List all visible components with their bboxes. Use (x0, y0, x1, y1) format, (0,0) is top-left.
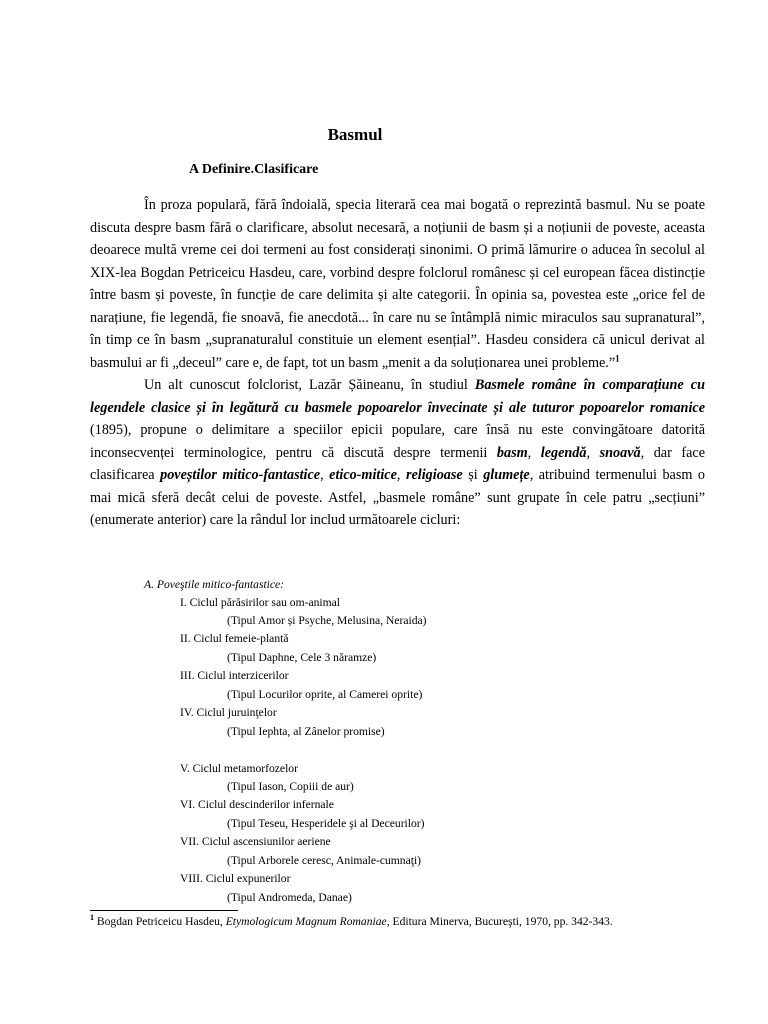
footnote-work: Etymologicum Magnum Romaniae (225, 915, 387, 928)
paragraph-2-text: , (586, 444, 600, 461)
paragraph-1 (90, 194, 705, 374)
list-item-note: (Tipul Teseu, Hesperidele şi al Deceurilor) (227, 817, 425, 830)
term-religioase: religioase (405, 467, 463, 483)
list-item-label: II. Ciclul femeie-plantă (180, 632, 289, 645)
footnote-author: Bogdan Petriceicu Hasdeu, (94, 915, 226, 928)
term-basm: basm (496, 444, 528, 461)
paragraph-2-text: , dar face clasificarea (90, 444, 705, 483)
list-item-label: III. Ciclul interzicerilor (180, 669, 289, 682)
study-title: Basmele române în comparațiune cu legendele clasice și în legătură cu basmele popoarelor învecinate și ale tuturor popoarelor romanice (90, 377, 705, 416)
list-item-note: (Tipul Arborele ceresc, Animale-cumnaţi) (227, 854, 422, 867)
paragraph-1-text: În proza populară, fără îndoială, specia literară cea mai bogată o reprezintă basmul. Nu se poate discuta despre basm fără o clarificare, absolut necesară, a noțiunii de basm și a noțiunii de poveste, aceasta deoarece multă vreme cei doi termeni au fost considerați sinonimi. O primă lămurire o aducea în secolul al XIX-lea Bogdan Petriceicu Hasdeu, care, vorbind despre folclorul românesc și cel european făcea distincție între basm și poveste, în funcție de care delimita și alte categorii. În opinia sa, povestea este „orice fel de narațiune, fie legendă, fie snoavă, fie anecdotă... în care nu se întâmplă nimic miraculos sau supranatural”, în timp ce în basm „supranaturalul constituie un element esențial”. Hasdeu considera că unicul derivat al basmului ar fi „deceul” care e, de fapt, tot un basm „menit a da soluționarea unei probleme.” (90, 197, 705, 371)
term-legenda: legendă (540, 444, 587, 461)
page-title: Basmul (327, 125, 383, 144)
list-item-label: VIII. Ciclul expunerilor (180, 872, 291, 885)
paragraph-2-text: Un alt cunoscut folclorist, Lazăr Șăineanu, în studiul (144, 377, 475, 393)
list-item-label: V. Ciclul metamorfozelor (180, 762, 298, 775)
paragraph-2-text: , atribuind termenului basm o mai mică sferă decât celui de poveste. Astfel, „basmele române” sunt grupate în cele patru „secțiuni” (enumerate anterior) care la rândul lor includ următoarele cicluri: (90, 467, 706, 528)
list-item-note: (Tipul Iephta, al Zânelor promise) (227, 725, 385, 738)
list-item-note: (Tipul Amor și Psyche, Melusina, Neraida) (227, 614, 427, 627)
body-text (90, 194, 705, 532)
list-item-label: I. Ciclul părăsirilor sau om-animal (180, 596, 341, 609)
paragraph-2-text: (1895), propune o delimitare a speciilor epicii populare, care însă nu este convingătoare datorită inconsecvenței terminologice, pentru că discută despre termenii (90, 422, 705, 461)
footnote-rest: , Editura Minerva, Bucureşti, 1970, pp. 342-343. (386, 915, 613, 928)
term-etico-mitice: etico-mitice (329, 467, 397, 483)
list-item-note: (Tipul Daphne, Cele 3 năramze) (227, 651, 377, 664)
list-item-label: IV. Ciclul juruinţelor (180, 706, 277, 719)
list-item-note: (Tipul Iason, Copiii de aur) (227, 780, 354, 793)
term-snoava: snoavă (599, 444, 641, 461)
footnote-ref[interactable]: 1 (615, 352, 620, 363)
paragraph-2-text: , (320, 467, 330, 483)
list-item-label: VII. Ciclul ascensiunilor aeriene (180, 835, 331, 848)
list-item-note: (Tipul Locurilor oprite, al Camerei oprite) (227, 688, 423, 701)
paragraph-2-text: , (396, 467, 406, 483)
footnote (90, 914, 613, 930)
term-glumete: glumețe (483, 467, 530, 483)
term-mitico-fantastice: poveștilor mitico-fantastice (160, 467, 321, 483)
section-subtitle: A Definire.Clasificare (189, 162, 319, 177)
list-item-note: (Tipul Andromeda, Danae) (227, 891, 352, 904)
footnote-number: 1 (90, 913, 94, 923)
paragraph-2 (90, 374, 705, 532)
list-item-label: VI. Ciclul descinderilor infernale (180, 798, 334, 811)
paragraph-2-text: și (462, 467, 484, 483)
list-heading: A. Poveştile mitico-fantastice: (144, 578, 285, 591)
footnote-divider (90, 910, 238, 911)
paragraph-2-text: , (527, 444, 541, 461)
